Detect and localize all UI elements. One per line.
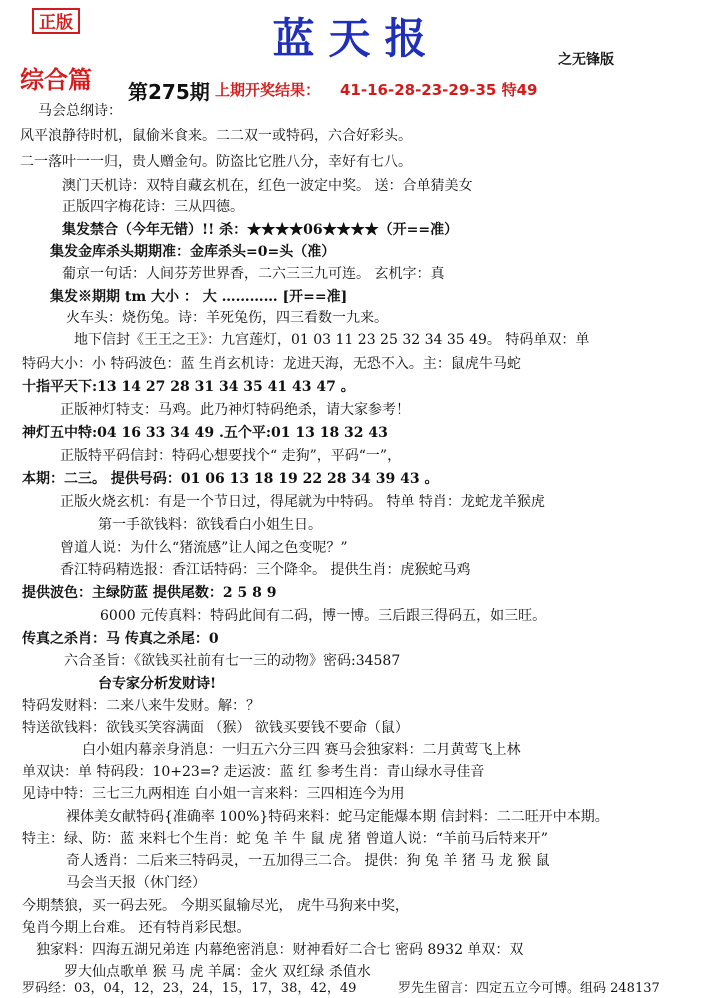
text-line: 白小姐内幕亲身消息：一归五六分三四 赛马会独家料：二月黄莺飞上林 xyxy=(82,742,521,758)
text-line: 奇人透肖：二后来三特码灵，一五加得三二合。 提供：狗 兔 羊 猪 马 龙 猴 鼠 xyxy=(66,853,550,869)
text-line: 火车头：烧伤兔。诗：羊死兔伤，四三看数一九来。 xyxy=(66,310,388,326)
text-line: 今期禁狼，买一码去死。 今期买鼠输尽光， 虎牛马狗来中奖， xyxy=(22,898,409,914)
edition-badge: 正版 xyxy=(32,8,80,34)
text-line: 提供波色：主绿防蓝 提供尾数：2 5 8 9 xyxy=(22,585,277,601)
edition-label: 之无锋版 xyxy=(558,52,614,68)
text-line: 马会当天报（休门经） xyxy=(66,875,206,891)
text-line: 正版四字梅花诗：三从四德。 xyxy=(62,199,244,215)
text-line: 香江特码精选报：香江话特码：三个降伞。 提供生肖：虎猴蛇马鸡 xyxy=(60,562,471,578)
text-line: 风平浪静待时机，鼠偷米食来。二二双一或特码，六合好彩头。 xyxy=(20,128,412,144)
text-line: 见诗中特：三七三九两相连 白小姐一言来料：三四相连今为用 xyxy=(22,786,405,802)
text-line: 神灯五中特:04 16 33 34 49 .五个平:01 13 18 32 43 xyxy=(22,425,388,441)
text-line: 台专家分析发财诗! xyxy=(98,676,217,692)
text-line: 特送欲钱料：欲钱买笑容满面 （猴） 欲钱买要钱不要命（鼠） xyxy=(22,720,409,736)
text-line: 传真之杀肖：马 传真之杀尾：0 xyxy=(22,631,219,647)
text-line: 特码发财料：二来八来牛发财。解：？ xyxy=(22,698,260,714)
text-line: 正版特平码信封：特码心想要找个“ 走狗”，平码“一”， xyxy=(60,448,402,464)
text-line: 二一落叶一一归，贵人赠金句。防盗比它胜八分，幸好有七八。 xyxy=(20,154,412,170)
text-line: 兔肖今期上台难。 还有特肖彩民想。 xyxy=(22,920,251,936)
text-line: 本期：二三。 提供号码：01 06 13 18 19 22 28 34 39 43 。 xyxy=(22,471,439,487)
section-title: 综合篇 xyxy=(20,66,92,94)
text-line: 6000 元传真料：特码此间有二码，博一博。三后跟三得码五，如三旺。 xyxy=(100,608,547,624)
text-line: 曾道人说：为什么“猪流感”让人闻之色变呢？” xyxy=(60,540,348,556)
text-line: 集发※期期 tm 大小 ： 大 ………… [开==准] xyxy=(50,289,348,305)
last-result-value: 41-16-28-23-29-35 特49 xyxy=(340,81,538,99)
text-line: 罗先生留言：四定五立今可博。组码 248137 xyxy=(398,981,660,996)
newspaper-title: 蓝天报 xyxy=(272,14,441,63)
text-line: 正版神灯特支：马鸡。此乃神灯特码绝杀，请大家参考！ xyxy=(60,402,410,418)
text-line: 特主：绿、防：蓝 来料七个生肖：蛇 兔 羊 牛 鼠 虎 猪 曾道人说：“羊前马后特来开” xyxy=(22,831,548,847)
text-line: 正版火烧玄机：有是一个节日过，得尾就为中特码。 特单 特肖：龙蛇龙羊猴虎 xyxy=(60,494,545,510)
text-line: 集发金库杀头期期准：金库杀头=0=头（准） xyxy=(50,244,336,260)
text-line: 葡京一句话：人间芬芳世界香，二六三三九可连。 玄机字：真 xyxy=(62,266,445,282)
text-line: 第一手欲钱料：欲钱看白小姐生日。 xyxy=(98,517,322,533)
issue-number: 第275期 xyxy=(128,80,210,104)
text-line: 独家料：四海五湖兄弟连 内幕绝密消息：财神看好二合七 密码 8932 单双：双 xyxy=(36,942,524,958)
last-result-label: 上期开奖结果： xyxy=(215,81,321,99)
text-line: 十指平天下:13 14 27 28 31 34 35 41 43 47 。 xyxy=(22,379,355,395)
text-line: 单双诀：单 特码段：10+23=? 走运波：蓝 红 参考生肖：青山绿水寻佳音 xyxy=(22,764,485,780)
text-line: 特码大小：小 特码波色：蓝 生肖玄机诗：龙进天海，无恐不入。主：鼠虎牛马蛇 xyxy=(22,356,521,372)
text-line: 集发禁合（今年无错）!! 杀：★★★★06★★★★（开==准） xyxy=(62,222,459,238)
text-line: 马会总纲诗： xyxy=(38,103,122,119)
text-line: 地下信封《王王之王》：九宫莲灯，01 03 11 23 25 32 34 35 49。 特码单双：单 xyxy=(74,332,590,348)
text-line: 裸体美女献特码{准确率 100%}特码来料：蛇马定能爆本期 信封料：二二旺开中本期。 xyxy=(66,809,609,825)
text-line: 澳门天机诗：双特自藏玄机在，红色一波定中奖。 送：合单猜美女 xyxy=(62,178,473,194)
text-line: 六合圣旨：《欲钱买社前有七一三的动物》密码:34587 xyxy=(64,653,401,669)
text-line: 罗大仙点歌单 猴 马 虎 羊属：金火 双红绿 杀值水 xyxy=(64,964,371,980)
text-line: 罗码经：03，04，12，23，24，15，17，38，42，49 xyxy=(22,981,357,996)
